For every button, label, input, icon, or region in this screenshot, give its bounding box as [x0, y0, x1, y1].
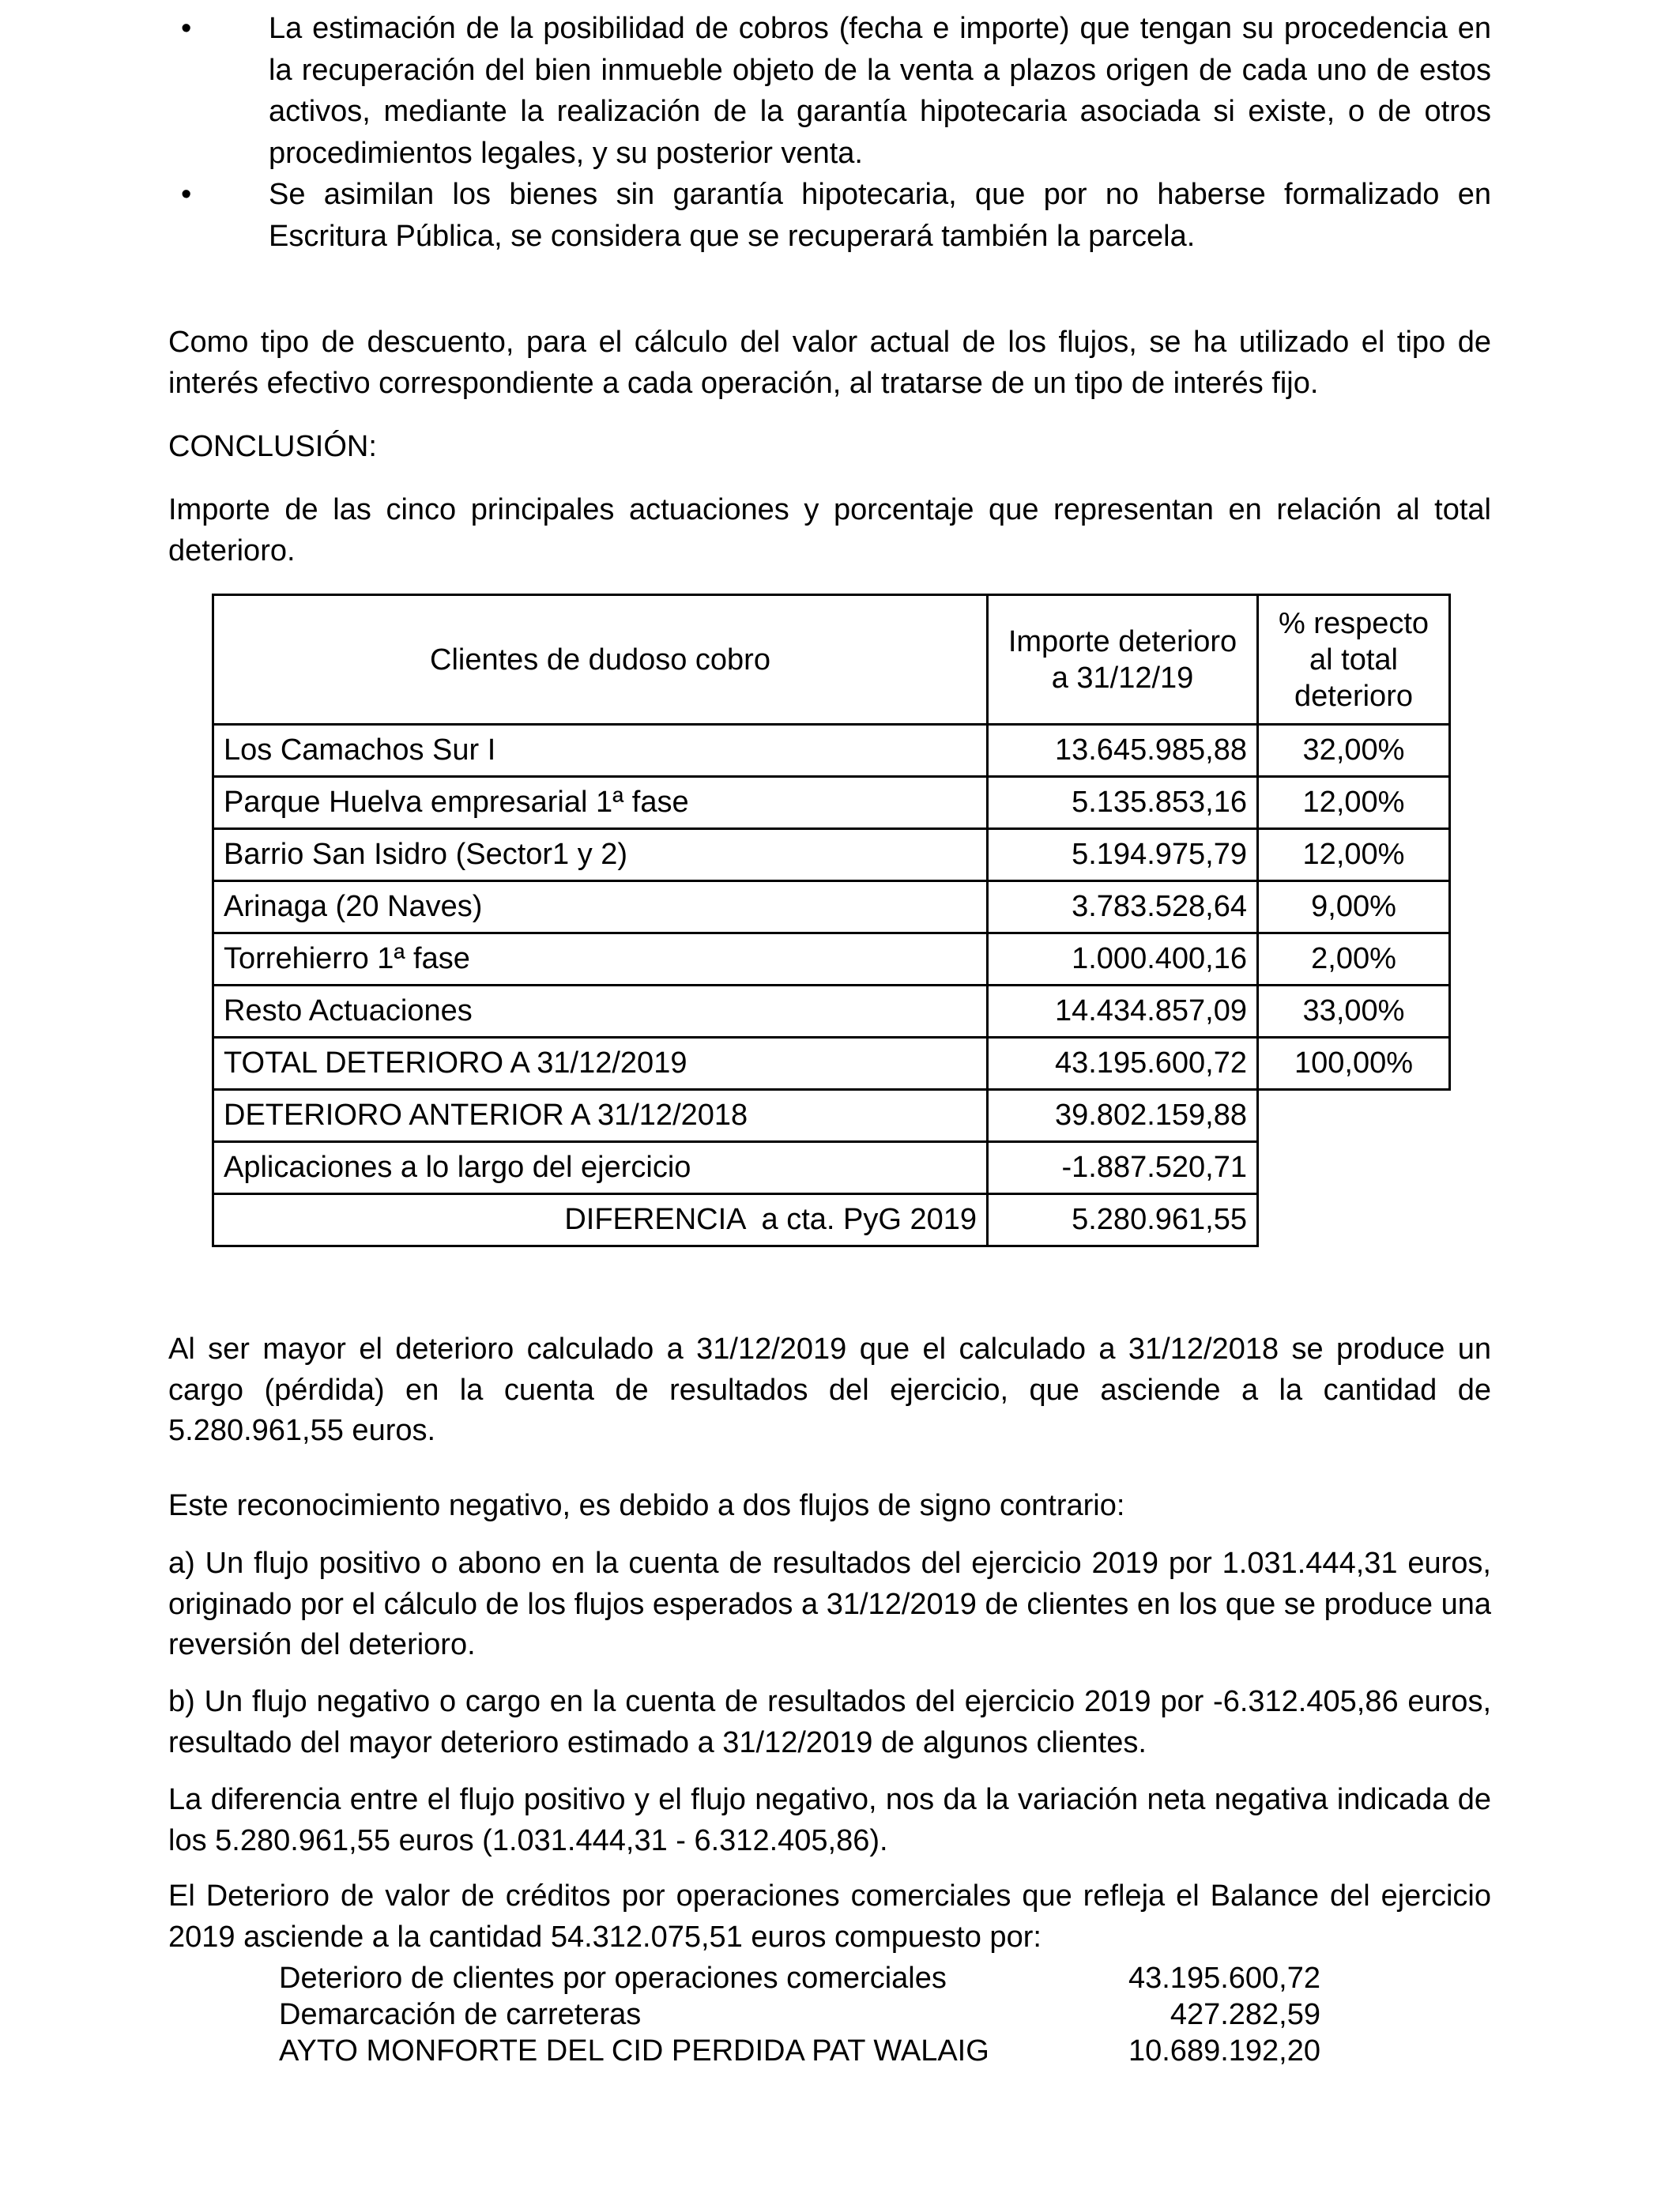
- list-item: [181, 174, 1491, 257]
- paragraph-higher-impairment: Al ser mayor el deterioro calculado a 31/12/2019 que el calculado a 31/12/2018 se produce un cargo (pérdida) en la cuenta de resultados del ejercicio, que asciende a la cantidad de 5.280.961,55 euros.: [168, 1333, 1491, 1447]
- total-amount: 43.195.600,72: [988, 1038, 1258, 1090]
- paragraph-balance: El Deterioro de valor de créditos por operaciones comerciales que refleja el Balance del ejercicio 2019 asciende a la cantidad 54.312.075,51 euros compuesto por:: [168, 1879, 1491, 1954]
- table-row: [213, 725, 1450, 777]
- list-item: [181, 8, 1491, 174]
- composition-list: [279, 1960, 1320, 2069]
- composition-amount: 43.195.600,72: [1128, 1962, 1320, 1995]
- difference-amount: 5.280.961,55: [988, 1194, 1258, 1246]
- paragraph-discount-rate: Como tipo de descuento, para el cálculo del valor actual de los flujos, se ha utilizado el tipo de interés efectivo correspondiente a cada operación, al tratarse de un tipo de interés fijo.: [168, 326, 1491, 400]
- paragraph-table-intro: Importe de las cinco principales actuaciones y porcentaje que representan en relación al total deterioro.: [168, 493, 1491, 567]
- conclusion-heading: CONCLUSIÓN:: [168, 430, 377, 463]
- applications-amount: -1.887.520,71: [988, 1142, 1258, 1194]
- table-row: [213, 986, 1450, 1038]
- client-name: Los Camachos Sur I: [213, 725, 988, 777]
- empty-cell: [1258, 1090, 1450, 1142]
- bullet-icon: •: [181, 12, 192, 45]
- difference-label: DIFERENCIA a cta. PyG 2019: [213, 1194, 988, 1246]
- composition-label: Deterioro de clientes por operaciones comerciales: [279, 1962, 947, 1995]
- table-extra-row: [213, 1142, 1450, 1194]
- client-percent: 9,00%: [1258, 881, 1450, 933]
- paragraph-difference: La diferencia entre el flujo positivo y el flujo negativo, nos da la variación neta negativa indicada de los 5.280.961,55 euros (1.031.444,31 - 6.312.405,86).: [168, 1783, 1491, 1857]
- table-row: [213, 829, 1450, 881]
- client-percent: 12,00%: [1258, 777, 1450, 829]
- client-percent: 32,00%: [1258, 725, 1450, 777]
- client-amount: 3.783.528,64: [988, 881, 1258, 933]
- table-total-row: [213, 1038, 1450, 1090]
- paragraph-recognition: Este reconocimiento negativo, es debido a dos flujos de signo contrario:: [168, 1489, 1125, 1522]
- client-name: Resto Actuaciones: [213, 986, 988, 1038]
- bullet-icon: •: [181, 178, 192, 211]
- impairment-table: [212, 594, 1451, 1247]
- table-row: [213, 777, 1450, 829]
- list-item: [279, 2033, 1320, 2069]
- empty-cell: [1258, 1142, 1450, 1194]
- client-name: Torrehierro 1ª fase: [213, 933, 988, 986]
- client-name: Arinaga (20 Naves): [213, 881, 988, 933]
- client-amount: 1.000.400,16: [988, 933, 1258, 986]
- table-row: [213, 933, 1450, 986]
- empty-cell: [1258, 1194, 1450, 1246]
- client-amount: 5.194.975,79: [988, 829, 1258, 881]
- table-extra-row: [213, 1090, 1450, 1142]
- table-row: [213, 881, 1450, 933]
- client-amount: 5.135.853,16: [988, 777, 1258, 829]
- client-amount: 13.645.985,88: [988, 725, 1258, 777]
- total-label: TOTAL DETERIORO A 31/12/2019: [213, 1038, 988, 1090]
- composition-amount: 427.282,59: [1170, 1998, 1320, 2031]
- header-amount: Importe deterioro a 31/12/19: [988, 595, 1258, 725]
- bullet-text: Se asimilan los bienes sin garantía hipotecaria, que por no haberse formalizado en Escritura Pública, se considera que se recuperará también la parcela.: [269, 178, 1491, 253]
- previous-impairment-label: DETERIORO ANTERIOR A 31/12/2018: [213, 1090, 988, 1142]
- composition-label: Demarcación de carreteras: [279, 1998, 642, 2031]
- client-name: Parque Huelva empresarial 1ª fase: [213, 777, 988, 829]
- previous-impairment-amount: 39.802.159,88: [988, 1090, 1258, 1142]
- client-name: Barrio San Isidro (Sector1 y 2): [213, 829, 988, 881]
- list-item: [279, 1960, 1320, 1996]
- composition-amount: 10.689.192,20: [1128, 2034, 1320, 2068]
- client-percent: 2,00%: [1258, 933, 1450, 986]
- total-percent: 100,00%: [1258, 1038, 1450, 1090]
- header-clients: Clientes de dudoso cobro: [213, 595, 988, 725]
- list-item: [279, 1996, 1320, 2033]
- table-header-row: [213, 595, 1450, 725]
- bullet-text: La estimación de la posibilidad de cobros (fecha e importe) que tengan su procedencia en la recuperación del bien inmueble objeto de la venta a plazos origen de cada uno de estos activos, mediante la realización de la garantía hipotecaria asociada si existe, o de otros procedimientos legales, y su posterior venta.: [269, 12, 1491, 170]
- header-percent: % respecto al total deterioro: [1258, 595, 1450, 725]
- paragraph-flow-a: a) Un flujo positivo o abono en la cuenta de resultados del ejercicio 2019 por 1.031.444,31 euros, originado por el cálculo de los flujos esperados a 31/12/2019 de clientes en los que se produce una reversión del deterioro.: [168, 1547, 1491, 1661]
- bullet-list: [181, 8, 1491, 257]
- client-percent: 12,00%: [1258, 829, 1450, 881]
- client-percent: 33,00%: [1258, 986, 1450, 1038]
- paragraph-flow-b: b) Un flujo negativo o cargo en la cuenta de resultados del ejercicio 2019 por -6.312.405,86 euros, resultado del mayor deterioro estimado a 31/12/2019 de algunos clientes.: [168, 1685, 1491, 1759]
- composition-label: AYTO MONFORTE DEL CID PERDIDA PAT WALAIG: [279, 2034, 989, 2068]
- applications-label: Aplicaciones a lo largo del ejercicio: [213, 1142, 988, 1194]
- table-extra-row: [213, 1194, 1450, 1246]
- client-amount: 14.434.857,09: [988, 986, 1258, 1038]
